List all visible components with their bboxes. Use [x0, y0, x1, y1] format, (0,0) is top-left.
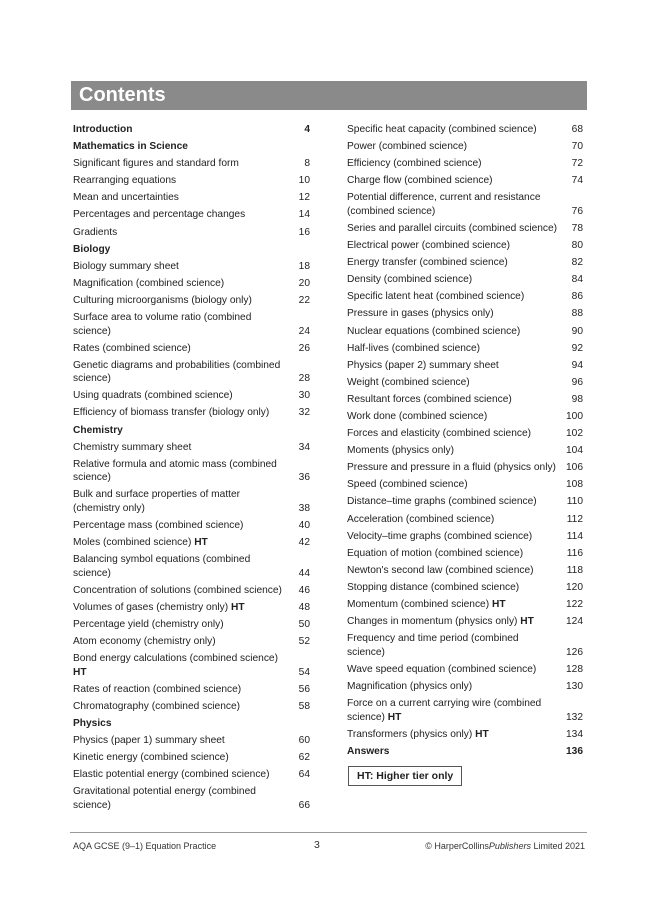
toc-entry-label: Newton's second law (combined science) [347, 564, 534, 576]
toc-entry [73, 208, 310, 222]
toc-page-number: 40 [298, 519, 310, 531]
toc-entry [347, 632, 583, 659]
toc-entry [347, 342, 583, 356]
toc-entry [347, 239, 583, 253]
toc-entry [73, 260, 310, 274]
toc-page-number: 80 [571, 240, 583, 252]
toc-entry [347, 410, 583, 424]
toc-page-number: 118 [566, 564, 583, 576]
toc-page-number: 48 [298, 601, 310, 613]
toc-page-number: 8 [304, 158, 310, 170]
toc-entry-label: Percentage mass (combined science) [73, 519, 244, 531]
toc-entry-label: Introduction [73, 124, 133, 135]
contents-right-column [347, 123, 583, 762]
toc-page-number: 22 [298, 294, 310, 306]
toc-entry [347, 427, 583, 441]
toc-entry [73, 785, 310, 812]
toc-page-number: 38 [298, 502, 310, 514]
toc-entry [347, 359, 583, 373]
page-title: Contents [79, 84, 166, 106]
toc-page-number: 112 [566, 513, 583, 525]
toc-entry-label: Wave speed equation (combined science) [347, 663, 537, 675]
copyright-italic: Publishers [488, 841, 531, 851]
toc-entry-label: Half-lives (combined science) [347, 342, 481, 354]
toc-entry [347, 393, 583, 407]
higher-tier-key: HT: Higher tier only [348, 766, 462, 786]
toc-page-number: 92 [571, 342, 583, 354]
toc-entry-label: Answers [347, 745, 390, 757]
contents-banner [71, 81, 587, 110]
toc-entry-label: Velocity–time graphs (combined science) [347, 530, 533, 542]
toc-entry-label: Momentum (combined science) [347, 599, 490, 611]
toc-page-number: 36 [298, 472, 310, 484]
toc-page-number: 16 [298, 226, 310, 238]
toc-section-heading [73, 424, 310, 438]
toc-entry-label: Bulk and surface properties of matter (chemistry only) [73, 489, 241, 514]
toc-entry-label: Charge flow (combined science) [347, 175, 493, 187]
toc-page-number: 108 [566, 479, 583, 491]
toc-page-number: 110 [566, 496, 583, 508]
toc-entry-label: Magnification (combined science) [73, 277, 225, 289]
toc-entry-label: Chromatography (combined science) [73, 700, 241, 712]
toc-entry [347, 478, 583, 492]
toc-page-number: 50 [298, 618, 310, 630]
toc-entry-label: Efficiency (combined science) [347, 158, 482, 170]
toc-page-number: 88 [571, 308, 583, 320]
toc-entry [73, 584, 310, 598]
toc-entry [347, 530, 583, 544]
toc-entry-label: Biology summary sheet [73, 260, 179, 272]
toc-section-heading [73, 123, 310, 137]
higher-tier-marker: HT [194, 536, 208, 548]
toc-page-number: 56 [298, 683, 310, 695]
toc-page-number: 18 [298, 260, 310, 272]
toc-entry-label: Moles (combined science) [73, 536, 192, 548]
toc-page-number: 60 [298, 734, 310, 746]
toc-entry-label: Relative formula and atomic mass (combined science) [73, 458, 277, 484]
toc-page-number: 52 [298, 635, 310, 647]
toc-entry-label: Power (combined science) [347, 141, 468, 153]
toc-entry [73, 311, 310, 338]
toc-entry [347, 728, 583, 742]
toc-entry [73, 751, 310, 765]
toc-entry-label: Forces and elasticity (combined science) [347, 428, 532, 440]
toc-entry-label: Pressure and pressure in a fluid (physics only) [347, 462, 556, 474]
toc-entry [347, 547, 583, 561]
toc-entry [347, 157, 583, 171]
toc-entry [73, 406, 310, 420]
toc-entry [347, 615, 583, 629]
toc-entry-label: Electrical power (combined science) [347, 240, 511, 252]
toc-entry [73, 294, 310, 308]
toc-entry-label: Culturing microorganisms (biology only) [73, 294, 252, 306]
toc-entry [347, 376, 583, 390]
toc-entry [347, 663, 583, 677]
toc-entry [73, 635, 310, 649]
toc-page-number: 132 [566, 711, 583, 723]
toc-page-number: 26 [298, 342, 310, 354]
toc-entry [73, 488, 310, 515]
toc-page-number: 24 [298, 325, 310, 337]
toc-page-number: 66 [298, 799, 310, 811]
toc-page-number: 86 [571, 291, 583, 303]
toc-entry [73, 683, 310, 697]
toc-entry [73, 700, 310, 714]
toc-entry-label: Balancing symbol equations (combined science) [73, 554, 251, 579]
toc-page-number: 82 [571, 257, 583, 269]
toc-page-number: 122 [566, 599, 583, 611]
toc-entry-label: Nuclear equations (combined science) [347, 325, 521, 337]
toc-entry-label: Acceleration (combined science) [347, 513, 495, 525]
toc-page-number: 70 [571, 141, 583, 153]
toc-page-number: 28 [298, 373, 310, 385]
footer-copyright [425, 841, 585, 851]
toc-page-number: 100 [566, 411, 583, 422]
toc-entry-label: Mean and uncertainties [73, 192, 179, 204]
toc-page-number: 30 [298, 390, 310, 402]
toc-page-number: 114 [566, 530, 583, 542]
toc-entry-label: Frequency and time period (combined science) [347, 633, 519, 658]
toc-entry [73, 601, 310, 615]
contents-left-column [73, 123, 310, 816]
toc-entry-label: Rates of reaction (combined science) [73, 683, 242, 695]
toc-entry [73, 441, 310, 455]
toc-entry-label: Biology [73, 243, 111, 255]
higher-tier-marker: HT [387, 711, 402, 723]
toc-page-number: 34 [298, 441, 310, 453]
toc-page-number: 134 [566, 728, 583, 740]
toc-entry-label: Energy transfer (combined science) [347, 257, 508, 269]
toc-entry [73, 458, 310, 485]
toc-entry-label: Using quadrats (combined science) [73, 390, 233, 402]
toc-page-number: 12 [298, 192, 310, 204]
toc-entry-label: Stopping distance (combined science) [347, 581, 520, 593]
toc-entry-label: Weight (combined science) [347, 376, 470, 388]
toc-section-heading [73, 243, 310, 257]
copyright-suffix: Limited 2021 [530, 841, 585, 851]
toc-entry-label: Physics (paper 1) summary sheet [73, 734, 225, 746]
toc-entry-label: Pressure in gases (physics only) [347, 308, 494, 320]
toc-entry-label: Force on a current carrying wire (combined science) [347, 698, 542, 723]
toc-entry [73, 652, 310, 679]
toc-page-number: 136 [566, 745, 583, 757]
toc-entry-label: Kinetic energy (combined science) [73, 752, 229, 763]
toc-entry-label: Genetic diagrams and probabilities (combined science) [73, 359, 281, 385]
toc-page-number: 104 [566, 445, 583, 457]
toc-entry [73, 389, 310, 403]
toc-page-number: 124 [566, 616, 583, 628]
toc-entry-label: Transformers (physics only) [347, 728, 473, 740]
toc-entry [347, 123, 583, 137]
toc-page-number: 44 [298, 567, 310, 579]
toc-entry-label: Atom economy (chemistry only) [73, 635, 216, 647]
toc-entry-label: Potential difference, current and resistance (combined science) [347, 192, 541, 217]
toc-entry-label: Work done (combined science) [347, 411, 488, 422]
toc-entry-label: Gravitational potential energy (combined science) [73, 786, 256, 811]
toc-entry [347, 191, 583, 218]
higher-tier-marker: HT [491, 599, 506, 611]
toc-page-number: 54 [298, 666, 310, 678]
toc-page-number: 106 [566, 462, 583, 474]
toc-entry-label: Gradients [73, 226, 118, 238]
toc-entry [347, 495, 583, 509]
toc-entry [347, 174, 583, 188]
toc-entry-label: Percentages and percentage changes [73, 209, 246, 221]
toc-page-number: 120 [566, 581, 583, 593]
toc-entry-label: Changes in momentum (physics only) [347, 616, 518, 628]
toc-entry-label: Significant figures and standard form [73, 158, 239, 170]
toc-entry [347, 222, 583, 236]
toc-entry [347, 598, 583, 612]
toc-entry-label: Percentage yield (chemistry only) [73, 618, 224, 630]
toc-entry [347, 325, 583, 339]
toc-page-number: 72 [571, 158, 583, 170]
toc-entry-label: Rearranging equations [73, 175, 177, 187]
toc-entry-label: Chemistry summary sheet [73, 441, 192, 453]
toc-page-number: 32 [298, 407, 310, 419]
toc-entry [73, 519, 310, 533]
toc-page-number: 84 [571, 274, 583, 286]
toc-page-number: 46 [298, 584, 310, 596]
toc-entry [347, 680, 583, 694]
toc-page-number: 4 [304, 124, 310, 135]
toc-page-number: 58 [298, 700, 310, 712]
toc-section-heading [347, 745, 583, 759]
toc-entry [73, 157, 310, 171]
toc-entry [347, 256, 583, 270]
toc-entry-label: Physics [73, 717, 112, 729]
toc-page-number: 126 [566, 646, 583, 658]
toc-entry [73, 553, 310, 580]
toc-page-number: 62 [298, 752, 310, 763]
toc-entry [347, 513, 583, 527]
footer-rule [70, 832, 587, 833]
toc-page-number: 116 [566, 547, 583, 559]
toc-entry-label: Distance–time graphs (combined science) [347, 496, 537, 508]
toc-page-number: 128 [566, 663, 583, 675]
toc-page-number: 78 [571, 222, 583, 234]
toc-entry-label: Concentration of solutions (combined science) [73, 584, 282, 596]
toc-entry-label: Specific latent heat (combined science) [347, 291, 525, 303]
toc-entry-label: Equation of motion (combined science) [347, 547, 524, 559]
toc-entry-label: Mathematics in Science [73, 141, 188, 153]
toc-entry [73, 359, 310, 386]
toc-page-number: 64 [298, 769, 310, 781]
higher-tier-marker: HT [230, 601, 245, 613]
toc-page-number: 76 [571, 205, 583, 217]
toc-page-number: 10 [298, 175, 310, 187]
toc-entry [347, 140, 583, 154]
toc-entry-label: Moments (physics only) [347, 445, 454, 457]
toc-entry-label: Specific heat capacity (combined science) [347, 124, 537, 135]
footer-book-title: AQA GCSE (9–1) Equation Practice [73, 841, 217, 851]
toc-entry-label: Efficiency of biomass transfer (biology only) [73, 407, 270, 419]
toc-entry [347, 307, 583, 321]
toc-entry-label: Elastic potential energy (combined science) [73, 769, 270, 781]
toc-entry [347, 564, 583, 578]
toc-page-number: 68 [571, 124, 583, 135]
toc-page-number: 94 [571, 359, 583, 371]
copyright-prefix: © HarperCollins [425, 841, 489, 851]
toc-section-heading [73, 717, 310, 731]
toc-entry-label: Physics (paper 2) summary sheet [347, 359, 499, 371]
toc-page-number: 20 [298, 277, 310, 289]
toc-entry-label: Speed (combined science) [347, 479, 468, 491]
toc-entry [73, 191, 310, 205]
toc-entry [73, 618, 310, 632]
toc-entry-label: Density (combined science) [347, 274, 473, 286]
toc-page-number: 98 [571, 393, 583, 405]
higher-tier-marker: HT [73, 666, 87, 678]
toc-entry-label: Chemistry [73, 424, 123, 436]
toc-entry [73, 536, 310, 550]
toc-entry [73, 734, 310, 748]
toc-page-number: 130 [566, 680, 583, 692]
toc-entry [73, 277, 310, 291]
toc-page-number: 74 [571, 175, 583, 187]
toc-entry-label: Magnification (physics only) [347, 680, 473, 692]
toc-entry [73, 768, 310, 782]
toc-entry [73, 174, 310, 188]
toc-page-number: 90 [571, 325, 583, 337]
toc-entry-label: Series and parallel circuits (combined science) [347, 222, 558, 234]
toc-section-heading [73, 140, 310, 154]
toc-entry-label: Bond energy calculations (combined science) [73, 653, 278, 665]
higher-tier-marker: HT [520, 616, 534, 628]
toc-entry [347, 461, 583, 475]
toc-entry [73, 342, 310, 356]
toc-page-number: 42 [298, 536, 310, 548]
toc-entry [347, 273, 583, 287]
toc-entry-label: Surface area to volume ratio (combined science) [73, 312, 252, 337]
toc-entry [347, 444, 583, 458]
higher-tier-marker: HT [475, 728, 489, 740]
toc-entry-label: Resultant forces (combined science) [347, 393, 512, 405]
toc-entry [347, 697, 583, 724]
toc-entry [73, 226, 310, 240]
toc-page-number: 14 [298, 209, 310, 221]
toc-entry [347, 290, 583, 304]
toc-page-number: 96 [571, 376, 583, 388]
footer-page-number: 3 [314, 839, 320, 851]
toc-entry-label: Rates (combined science) [73, 342, 191, 354]
toc-entry [347, 581, 583, 595]
toc-page-number: 102 [566, 428, 583, 440]
toc-entry-label: Volumes of gases (chemistry only) [73, 601, 229, 613]
